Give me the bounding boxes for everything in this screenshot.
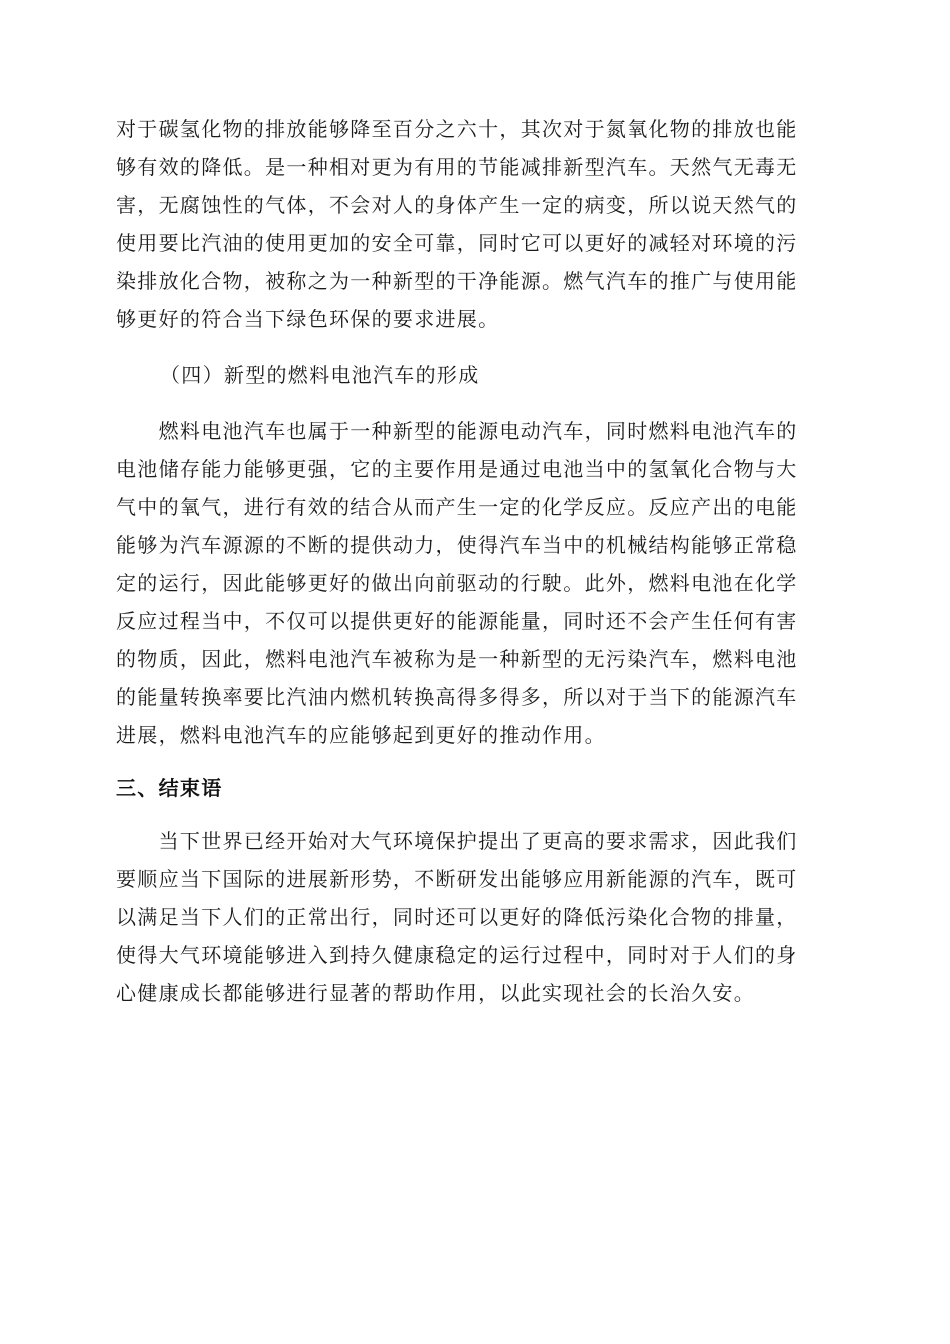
text-line: 使用要比汽油的使用更加的安全可靠，同时它可以更好的减轻对环境的污	[116, 231, 798, 255]
paragraph-fuel-gas-vehicles	[116, 110, 836, 338]
section-heading-conclusion: 三、结束语	[116, 776, 223, 800]
text-line: 染排放化合物，被称之为一种新型的干净能源。燃气汽车的推广与使用能	[116, 269, 798, 293]
text-line: 心健康成长都能够进行显著的帮助作用，以此实现社会的长治久安。	[116, 981, 755, 1005]
paragraph-fuel-cell-vehicles	[116, 412, 836, 754]
text-line: 的能量转换率要比汽油内燃机转换高得多得多，所以对于当下的能源汽车	[116, 685, 798, 709]
text-line: 反应过程当中，不仅可以提供更好的能源能量，同时还不会产生任何有害	[116, 609, 798, 633]
text-line: 以满足当下人们的正常出行，同时还可以更好的降低污染化合物的排量，	[116, 905, 798, 929]
text-line: 定的运行，因此能够更好的做出向前驱动的行駛。此外，燃料电池在化学	[116, 571, 798, 595]
text-line: 害，无腐蚀性的气体，不会对人的身体产生一定的病变，所以说天然气的	[116, 193, 798, 217]
text-line: 气中的氧气，进行有效的结合从而产生一定的化学反应。反应产出的电能	[116, 495, 798, 519]
text-line: 燃料电池汽车也属于一种新型的能源电动汽车，同时燃料电池汽车的	[116, 419, 798, 443]
paragraph-conclusion	[116, 822, 836, 1012]
text-line: 够更好的符合当下绿色环保的要求进展。	[116, 307, 500, 331]
text-line: 对于碳氢化物的排放能够降至百分之六十，其次对于氮氧化物的排放也能	[116, 117, 798, 141]
subheading-fuel-cell-vehicles: （四）新型的燃料电池汽车的形成	[160, 363, 480, 387]
text-line: 当下世界已经开始对大气环境保护提出了更高的要求需求，因此我们	[116, 829, 798, 853]
text-line: 够有效的降低。是一种相对更为有用的节能减排新型汽车。天然气无毒无	[116, 155, 798, 179]
text-line: 电池储存能力能够更强，它的主要作用是通过电池当中的氢氧化合物与大	[116, 457, 798, 481]
text-line: 要顺应当下国际的进展新形势，不断研发出能够应用新能源的汽车，既可	[116, 867, 798, 891]
text-line: 进展，燃料电池汽车的应能够起到更好的推动作用。	[116, 723, 606, 747]
text-line: 的物质，因此，燃料电池汽车被称为是一种新型的无污染汽车，燃料电池	[116, 647, 798, 671]
text-line: 使得大气环境能够进入到持久健康稳定的运行过程中，同时对于人们的身	[116, 943, 798, 967]
text-line: 能够为汽车源源的不断的提供动力，使得汽车当中的机械结构能够正常稳	[116, 533, 798, 557]
